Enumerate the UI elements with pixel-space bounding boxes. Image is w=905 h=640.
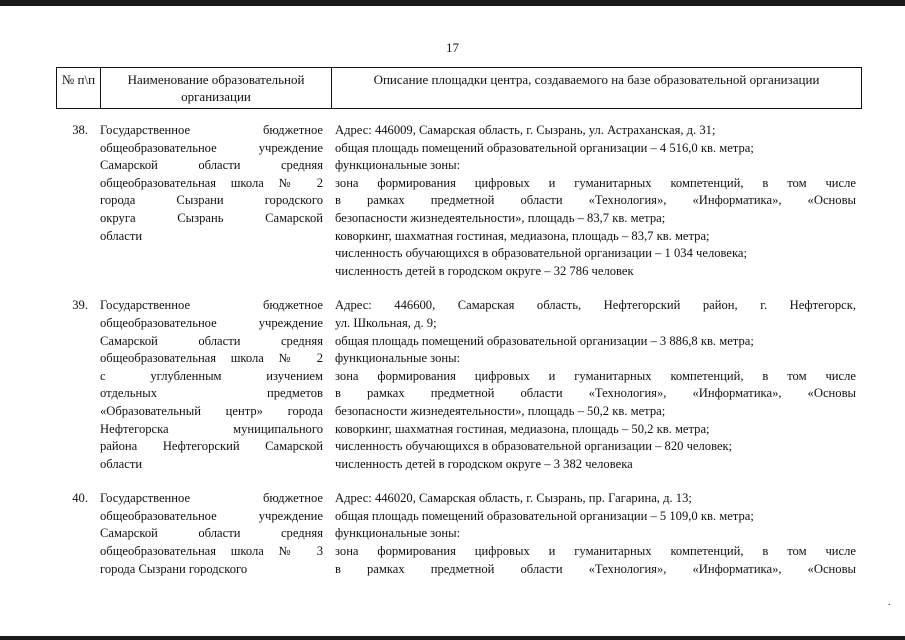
organization-line: области: [100, 228, 143, 243]
organization-line: Самарской области средняя: [100, 333, 323, 348]
organization-line: области: [100, 456, 143, 471]
header-org: Наименование образовательной организации: [101, 68, 332, 108]
description-line: функциональные зоны:: [335, 158, 461, 173]
description-line: в рамках предметной области «Технология», «Информатика», «Основы: [335, 386, 856, 401]
header-num: № п\п: [57, 68, 101, 108]
description-line: общая площадь помещений образовательной организации – 3 886,8 кв. метра;: [335, 333, 754, 348]
organization-line: общеобразовательная школа № 2: [100, 351, 323, 366]
description-line: безопасности жизнедеятельности», площадь – 83,7 кв. метра;: [335, 210, 666, 225]
row-number: 38.: [72, 123, 88, 137]
header-desc: Описание площадки центра, создаваемого на базе образовательной организации: [373, 72, 820, 87]
organization-line: общеобразовательное учреждение: [100, 315, 323, 330]
description-line: Адрес: 446020, Самарская область, г. Сызрань, пр. Гагарина, д. 13;: [335, 491, 692, 506]
scan-top-border: [0, 0, 905, 6]
organization-line: Самарской области средняя: [100, 526, 323, 541]
organization-line: Государственное бюджетное: [100, 491, 323, 506]
description-line: функциональные зоны:: [335, 351, 461, 366]
page-number: 17: [446, 40, 459, 55]
site-description: [323, 297, 862, 473]
table-row: [56, 297, 862, 473]
row-number: 40.: [72, 491, 88, 506]
description-line: безопасности жизнедеятельности», площадь – 50,2 кв. метра;: [335, 403, 666, 418]
organization-line: общеобразовательное учреждение: [100, 140, 323, 155]
organization-line: Нефтегорска муниципального: [100, 421, 323, 436]
organization-name: [96, 490, 323, 578]
description-line: зона формирования цифровых и гуманитарных компетенций, в том числе: [335, 175, 856, 190]
organization-name: [96, 122, 323, 280]
site-description: [323, 122, 862, 280]
description-line: общая площадь помещений образовательной организации – 4 516,0 кв. метра;: [335, 140, 754, 155]
organization-line: отдельных предметов: [100, 386, 323, 401]
description-line: ул. Школьная, д. 9;: [335, 315, 437, 330]
description-line: коворкинг, шахматная гостиная, медиазона, площадь – 83,7 кв. метра;: [335, 228, 710, 243]
description-line: зона формирования цифровых и гуманитарных компетенций, в том числе: [335, 368, 856, 383]
organization-name: [96, 297, 323, 473]
row-number: 39.: [72, 298, 88, 313]
description-line: численность детей в городском округе – 32 786 человек: [335, 263, 634, 278]
description-line: зона формирования цифровых и гуманитарных компетенций, в том числе: [335, 544, 856, 559]
organization-line: Государственное бюджетное: [100, 298, 323, 313]
description-line: численность обучающихся в образовательной организации – 1 034 человека;: [335, 246, 748, 261]
organization-line: общеобразовательная школа № 3: [100, 544, 323, 559]
description-line: Адрес: 446009, Самарская область, г. Сызрань, ул. Астраханская, д. 31;: [335, 123, 716, 137]
organization-line: города Сызрани городского: [100, 561, 248, 576]
organization-line: «Образовательный центр» города: [100, 403, 323, 418]
description-line: численность обучающихся в образовательной организации – 820 человек;: [335, 439, 733, 454]
organization-line: Государственное бюджетное: [100, 123, 323, 137]
organization-line: общеобразовательное учреждение: [100, 508, 323, 523]
organization-line: общеобразовательная школа № 2: [100, 175, 323, 190]
description-line: Адрес: 446600, Самарская область, Нефтегорский район, г. Нефтегорск,: [335, 298, 856, 313]
description-line: в рамках предметной области «Технология», «Информатика», «Основы: [335, 561, 856, 576]
organization-line: округа Сызрань Самарской: [100, 210, 323, 225]
site-description: [323, 490, 862, 578]
description-line: численность детей в городском округе – 3 382 человека: [335, 456, 633, 471]
organization-line: района Нефтегорский Самарской: [100, 439, 323, 454]
organization-line: с углубленным изучением: [100, 368, 323, 383]
table-header: [56, 67, 862, 109]
description-line: функциональные зоны:: [335, 526, 461, 541]
organization-line: Самарской области средняя: [100, 158, 323, 173]
table-row: [56, 490, 862, 578]
description-line: общая площадь помещений образовательной организации – 5 109,0 кв. метра;: [335, 508, 754, 523]
organization-line: города Сызрани городского: [100, 193, 323, 208]
description-line: в рамках предметной области «Технология», «Информатика», «Основы: [335, 193, 856, 208]
description-line: коворкинг, шахматная гостиная, медиазона, площадь – 50,2 кв. метра;: [335, 421, 710, 436]
scan-mark: ·: [887, 600, 891, 611]
table-body: [56, 122, 862, 595]
table-row: [56, 122, 862, 280]
scan-bottom-border: [0, 636, 905, 640]
